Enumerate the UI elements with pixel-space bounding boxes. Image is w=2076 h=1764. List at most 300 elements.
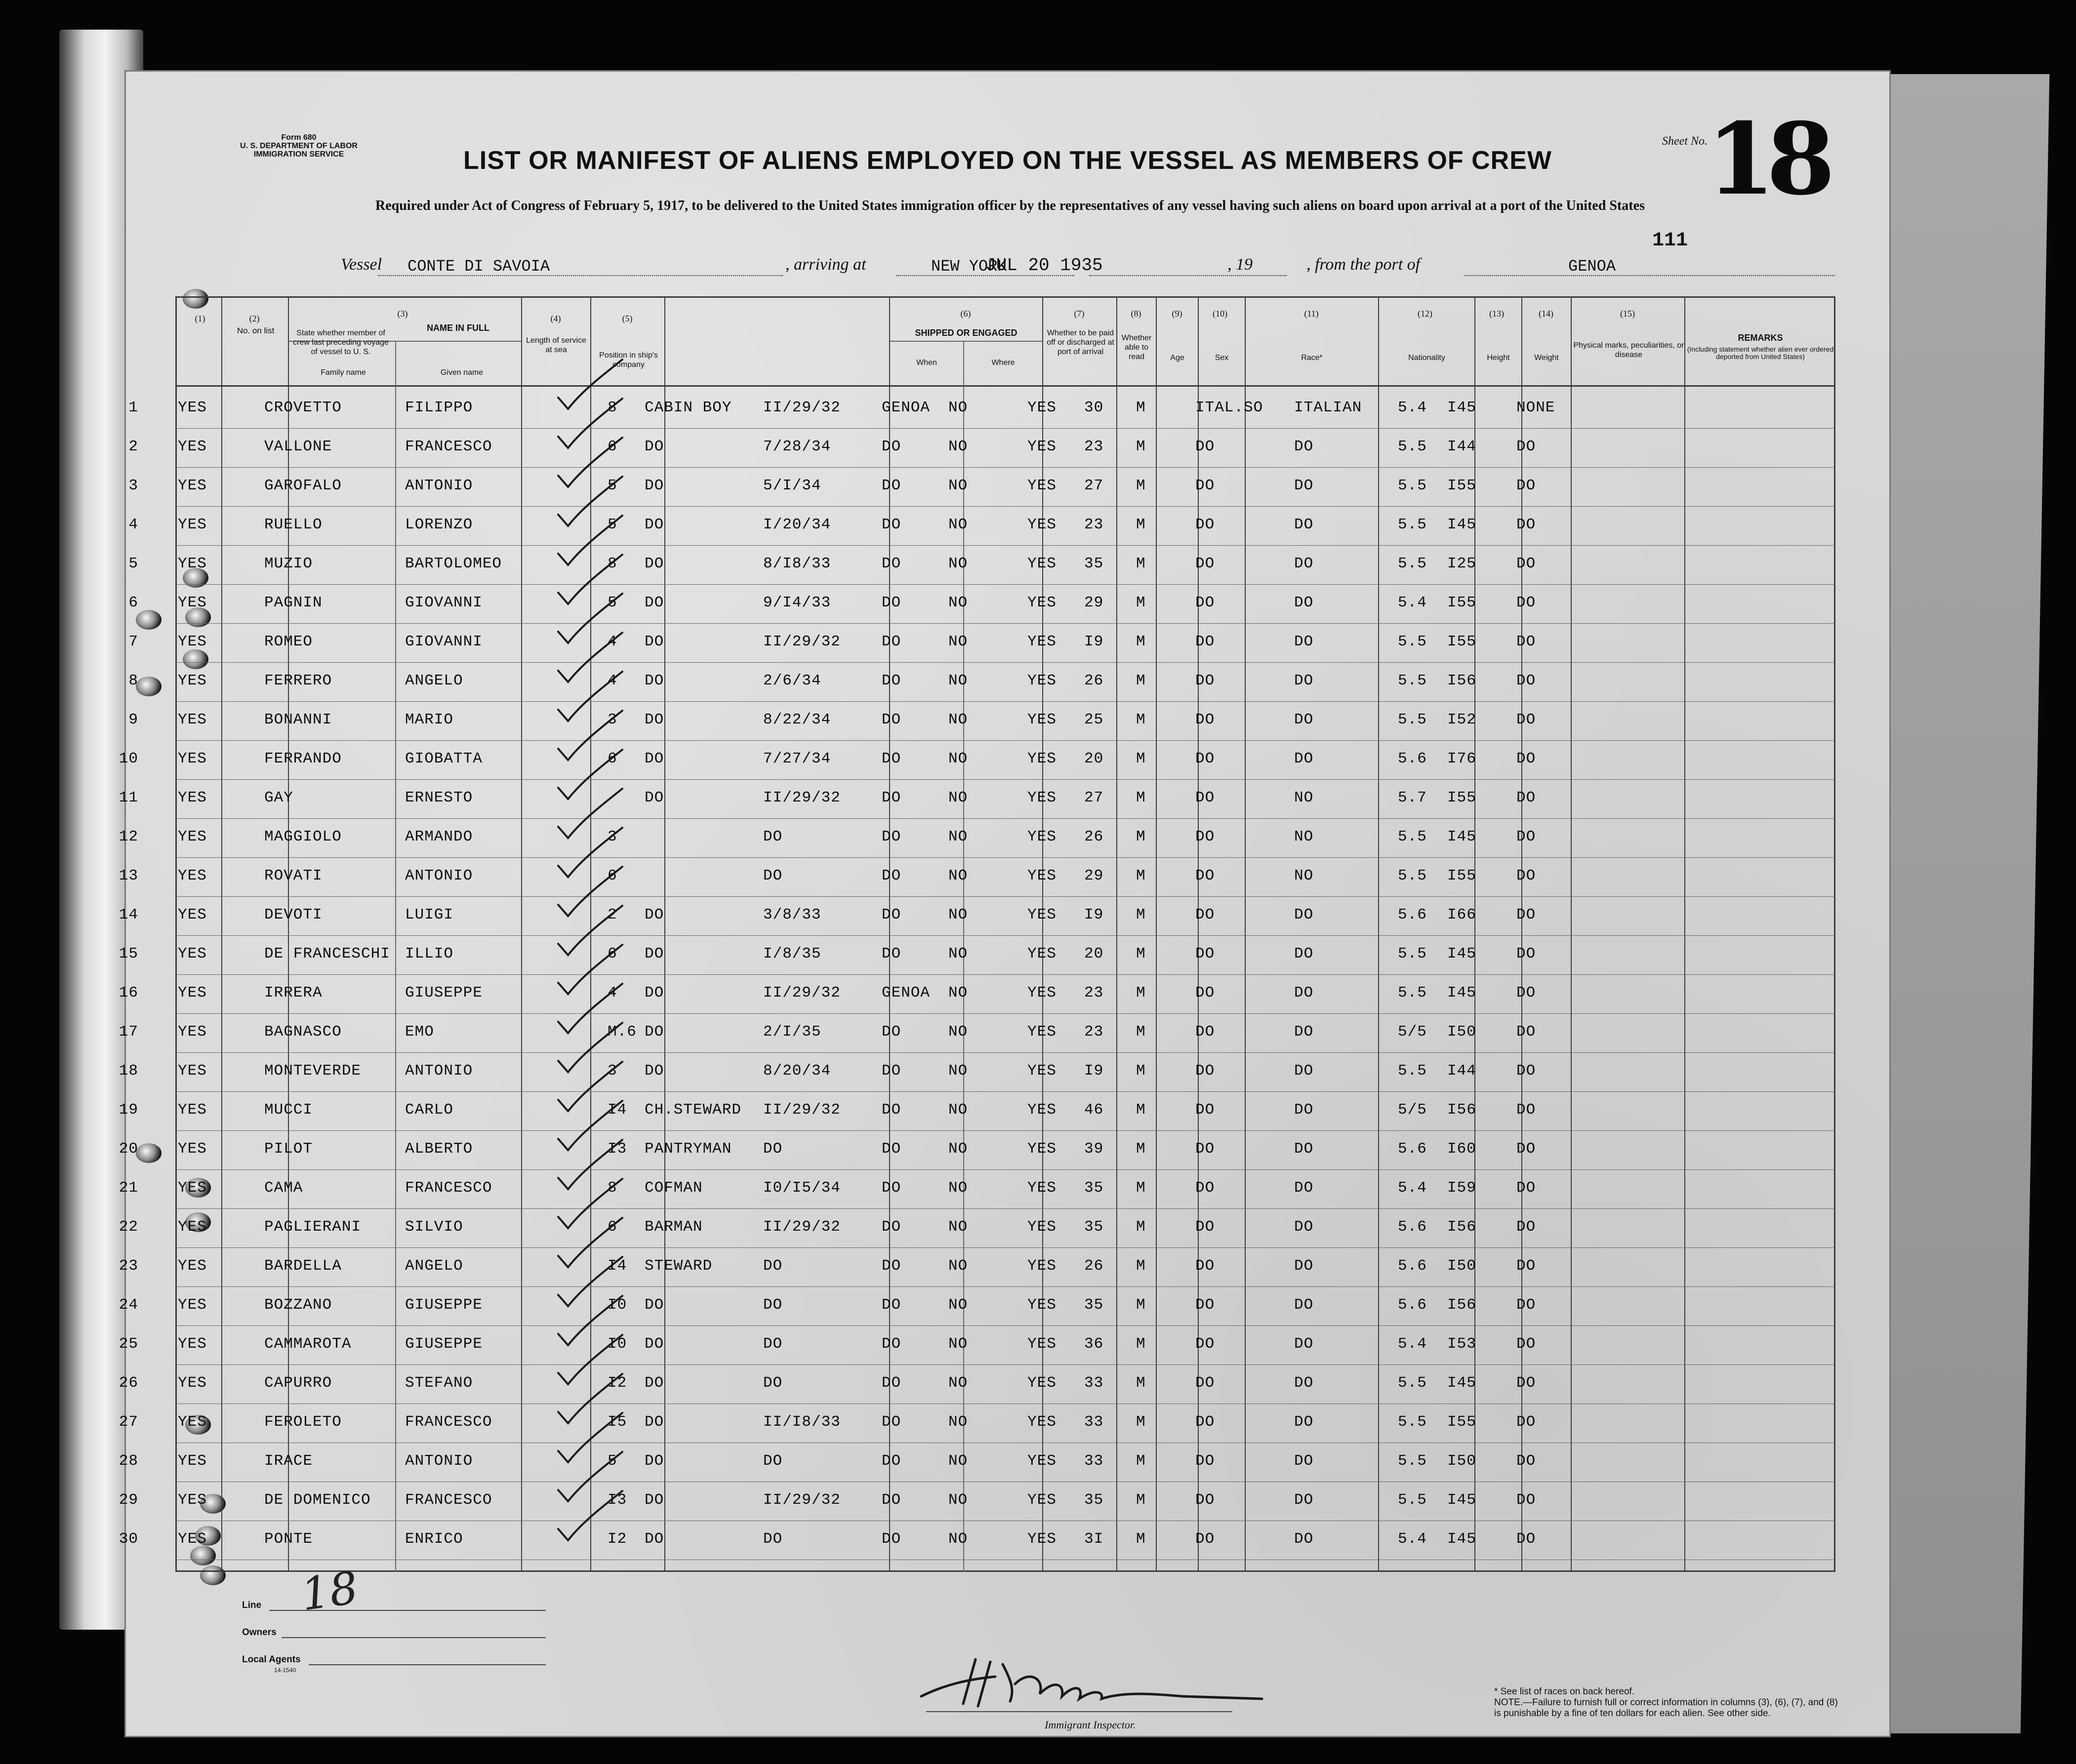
given-name-cell: STEFANO (405, 1374, 473, 1392)
race-cell: DO (1195, 945, 1215, 962)
position-cell: DO (645, 516, 664, 533)
height-cell: 5.4 (1398, 1179, 1427, 1197)
sex-cell: M (1136, 1491, 1146, 1509)
department: U. S. DEPARTMENT OF LABOR (240, 142, 358, 150)
table-bottom-line (175, 1570, 1835, 1572)
nationality-cell: ITALIAN (1294, 399, 1362, 416)
sex-cell: M (1136, 1335, 1146, 1353)
nationality-cell: NO (1294, 828, 1314, 845)
header-nationality: Nationality (1408, 354, 1445, 362)
row-number-cell: 7 (128, 633, 138, 650)
prior-voyage-cell: YES (178, 633, 207, 650)
row-line (175, 1247, 1835, 1248)
row-number-cell: 24 (119, 1296, 138, 1314)
prior-voyage-cell: YES (178, 1491, 207, 1509)
table-row (119, 1248, 1889, 1285)
physical-marks-cell: DO (1516, 984, 1536, 1002)
row-number-cell: 21 (119, 1179, 138, 1197)
header-where: Where (991, 359, 1015, 367)
prior-voyage-cell: YES (178, 789, 207, 806)
height-cell: 5.5 (1398, 516, 1427, 533)
age-cell: I9 (1084, 633, 1104, 650)
arriving-label: , arriving at (785, 255, 866, 274)
age-cell: 35 (1084, 1296, 1104, 1314)
length-of-service-cell: 8 (608, 399, 617, 416)
row-number-cell: 8 (128, 672, 138, 689)
able-to-read-cell: YES (1027, 1452, 1057, 1470)
col-num: (8) (1131, 309, 1141, 319)
height-cell: 5.5 (1398, 828, 1427, 845)
prior-voyage-cell: YES (178, 438, 207, 455)
position-cell: BARMAN (645, 1218, 703, 1236)
length-of-service-cell: 5 (608, 516, 617, 533)
weight-cell: I55 (1447, 867, 1476, 884)
paid-off-cell: NO (948, 789, 968, 806)
paid-off-cell: NO (948, 594, 968, 611)
sex-cell: M (1136, 828, 1146, 845)
vessel-label: Vessel (341, 255, 382, 274)
given-name-cell: FRANCESCO (405, 1413, 492, 1431)
row-number-cell: 5 (128, 555, 138, 572)
prior-voyage-cell: YES (178, 1140, 207, 1158)
height-cell: 5.5 (1398, 477, 1427, 494)
height-cell: 5.5 (1398, 867, 1427, 884)
age-cell: 39 (1084, 1140, 1104, 1158)
inspector-field (926, 1711, 1232, 1712)
age-cell: 25 (1084, 711, 1104, 728)
age-cell: 29 (1084, 867, 1104, 884)
family-name-cell: ROMEO (264, 633, 313, 650)
sex-cell: M (1136, 1101, 1146, 1119)
able-to-read-cell: YES (1027, 1296, 1057, 1314)
length-of-service-cell: 3 (608, 828, 617, 845)
nationality-cell: NO (1294, 789, 1314, 806)
row-line (175, 1208, 1835, 1209)
height-cell: 5.7 (1398, 789, 1427, 806)
header-race: Race* (1301, 354, 1323, 362)
physical-marks-cell: DO (1516, 867, 1536, 884)
table-row (126, 702, 1889, 739)
age-cell: 26 (1084, 1257, 1104, 1275)
physical-marks-cell: DO (1516, 1257, 1536, 1275)
height-cell: 5.6 (1398, 1140, 1427, 1158)
position-cell: CH.STEWARD (645, 1101, 742, 1119)
length-of-service-cell: I2 (608, 1374, 627, 1392)
header-height: Height (1487, 354, 1510, 362)
height-cell: 5.4 (1398, 399, 1427, 416)
height-cell: 5.5 (1398, 633, 1427, 650)
prior-voyage-cell: YES (178, 984, 207, 1002)
position-cell: DO (645, 1452, 664, 1470)
row-line (175, 1013, 1835, 1014)
family-name-cell: DE FRANCESCHI (264, 945, 390, 962)
table-row (119, 1443, 1889, 1480)
shipped-when-cell: II/29/32 (763, 633, 841, 650)
sex-cell: M (1136, 1530, 1146, 1548)
row-number-cell: 19 (119, 1101, 138, 1119)
table-row (119, 819, 1889, 856)
family-name-cell: MUZIO (264, 555, 313, 572)
shipped-where-cell: DO (882, 1374, 901, 1392)
given-name-cell: ERNESTO (405, 789, 473, 806)
shipped-where-cell: DO (882, 906, 901, 923)
header-no-on-list: No. on list (237, 326, 275, 335)
shipped-where-cell: DO (882, 1179, 901, 1197)
row-line (175, 1325, 1835, 1326)
able-to-read-cell: YES (1027, 984, 1057, 1002)
table-row (119, 1326, 1889, 1363)
position-cell: DO (645, 477, 664, 494)
prior-voyage-cell: YES (178, 672, 207, 689)
paid-off-cell: NO (948, 945, 968, 962)
nationality-cell: DO (1294, 1491, 1314, 1509)
nationality-cell: DO (1294, 1023, 1314, 1041)
row-number-cell: 27 (119, 1413, 138, 1431)
given-name-cell: ILLIO (405, 945, 454, 962)
position-cell: CABIN BOY (645, 399, 732, 416)
position-cell: DO (645, 1062, 664, 1080)
able-to-read-cell: YES (1027, 1374, 1057, 1392)
length-of-service-cell: 4 (608, 672, 617, 689)
prior-voyage-cell: YES (178, 594, 207, 611)
origin-port: GENOA (1568, 257, 1616, 276)
weight-cell: I53 (1447, 1335, 1476, 1353)
paid-off-cell: NO (948, 1374, 968, 1392)
shipped-where-cell: DO (882, 1452, 901, 1470)
check-mark-icon (548, 1487, 627, 1546)
table-row (119, 741, 1889, 778)
able-to-read-cell: YES (1027, 477, 1057, 494)
table-row (119, 1522, 1889, 1558)
paid-off-cell: NO (948, 1491, 968, 1509)
table-row (119, 780, 1889, 817)
able-to-read-cell: YES (1027, 1491, 1057, 1509)
race-cell: DO (1195, 1023, 1215, 1041)
race-cell: DO (1195, 750, 1215, 767)
year-label: , 19 (1227, 255, 1253, 274)
able-to-read-cell: YES (1027, 594, 1057, 611)
table-row (126, 546, 1889, 583)
family-name-cell: GAROFALO (264, 477, 342, 494)
race-cell: DO (1195, 1296, 1215, 1314)
header-given-name: Given name (440, 368, 484, 377)
col-num: (11) (1304, 309, 1319, 319)
family-name-cell: BARDELLA (264, 1257, 342, 1275)
race-cell: DO (1195, 1062, 1215, 1080)
able-to-read-cell: YES (1027, 906, 1057, 923)
age-cell: 46 (1084, 1101, 1104, 1119)
paid-off-cell: NO (948, 984, 968, 1002)
prior-voyage-cell: YES (178, 1101, 207, 1119)
shipped-when-cell: 5/I/34 (763, 477, 821, 494)
position-cell: DO (645, 1023, 664, 1041)
given-name-cell: GIUSEPPE (405, 984, 483, 1002)
paid-off-cell: NO (948, 1062, 968, 1080)
row-number-cell: 2 (128, 438, 138, 455)
col-num: (14) (1539, 309, 1553, 319)
family-name-cell: ROVATI (264, 867, 323, 884)
paid-off-cell: NO (948, 438, 968, 455)
shipped-when-cell: II/29/32 (763, 1101, 841, 1119)
position-cell: DO (645, 1296, 664, 1314)
shipped-when-cell: II/29/32 (763, 1218, 841, 1236)
shipped-where-cell: DO (882, 555, 901, 572)
paid-off-cell: NO (948, 477, 968, 494)
shipped-when-cell: DO (763, 828, 783, 845)
physical-marks-cell: DO (1516, 1530, 1536, 1548)
height-cell: 5.5 (1398, 945, 1427, 962)
able-to-read-cell: YES (1027, 1218, 1057, 1236)
header-physical: Physical marks, peculiarities, or disease (1573, 341, 1684, 359)
row-line (175, 935, 1835, 936)
height-cell: 5.5 (1398, 1413, 1427, 1431)
shipped-when-cell: II/29/32 (763, 984, 841, 1002)
height-cell: 5.6 (1398, 750, 1427, 767)
row-line (175, 1091, 1835, 1092)
length-of-service-cell: 3 (608, 1062, 617, 1080)
age-cell: 27 (1084, 477, 1104, 494)
sex-cell: M (1136, 1296, 1146, 1314)
row-line (175, 1130, 1835, 1131)
race-cell: DO (1195, 1491, 1215, 1509)
col-num: (5) (622, 314, 633, 323)
shipped-when-cell: 7/27/34 (763, 750, 831, 767)
able-to-read-cell: YES (1027, 945, 1057, 962)
family-name-cell: GAY (264, 789, 293, 806)
family-name-cell: FERRERO (264, 672, 332, 689)
nationality-cell: DO (1294, 1062, 1314, 1080)
nationality-cell: DO (1294, 594, 1314, 611)
able-to-read-cell: YES (1027, 555, 1057, 572)
race-cell: DO (1195, 1179, 1215, 1197)
age-cell: 36 (1084, 1335, 1104, 1353)
able-to-read-cell: YES (1027, 789, 1057, 806)
col-num: (1) (195, 314, 205, 323)
nationality-cell: DO (1294, 1218, 1314, 1236)
height-cell: 5.5 (1398, 984, 1427, 1002)
table-row (119, 1053, 1889, 1090)
weight-cell: I45 (1447, 516, 1476, 533)
service: IMMIGRATION SERVICE (253, 150, 344, 159)
age-cell: 20 (1084, 945, 1104, 962)
given-name-cell: GIUSEPPE (405, 1335, 483, 1353)
family-name-cell: MAGGIOLO (264, 828, 342, 845)
shipped-when-cell: DO (763, 1140, 783, 1158)
paid-off-cell: NO (948, 1140, 968, 1158)
race-cell: DO (1195, 1413, 1215, 1431)
length-of-service-cell: 8 (608, 555, 617, 572)
age-cell: 26 (1084, 672, 1104, 689)
length-of-service-cell: 5 (608, 1452, 617, 1470)
race-cell: DO (1195, 1218, 1215, 1236)
race-cell: DO (1195, 516, 1215, 533)
paid-off-cell: NO (948, 672, 968, 689)
row-number-cell: 18 (119, 1062, 138, 1080)
sheet-label: Sheet No. (1662, 135, 1708, 148)
line-value: 18 (298, 1562, 362, 1621)
prior-voyage-cell: YES (178, 1218, 207, 1236)
paid-off-cell: NO (948, 1257, 968, 1275)
family-name-cell: MUCCI (264, 1101, 313, 1119)
shipped-where-cell: DO (882, 1101, 901, 1119)
weight-cell: I50 (1447, 1452, 1476, 1470)
height-cell: 5/5 (1398, 1101, 1427, 1119)
age-cell: 29 (1084, 594, 1104, 611)
table-row (119, 1170, 1889, 1207)
row-number-cell: 12 (119, 828, 138, 845)
row-line (175, 1052, 1835, 1053)
sex-cell: M (1136, 1413, 1146, 1431)
shipped-when-cell: DO (763, 1530, 783, 1548)
paid-off-cell: NO (948, 1023, 968, 1041)
table-row (126, 468, 1889, 505)
table-row (126, 507, 1889, 544)
given-name-cell: LORENZO (405, 516, 473, 533)
prior-voyage-cell: YES (178, 516, 207, 533)
length-of-service-cell: 8 (608, 1179, 617, 1197)
age-cell: 23 (1084, 1023, 1104, 1041)
line-label: Line (242, 1600, 262, 1610)
physical-marks-cell: DO (1516, 828, 1536, 845)
shipped-when-cell: DO (763, 867, 783, 884)
age-cell: 35 (1084, 555, 1104, 572)
inspector-signature (916, 1649, 1272, 1714)
agents-field (309, 1664, 546, 1665)
length-of-service-cell: I3 (608, 1491, 627, 1509)
shipped-when-cell: DO (763, 1374, 783, 1392)
sex-cell: M (1136, 1374, 1146, 1392)
family-name-cell: FEROLETO (264, 1413, 342, 1431)
family-name-cell: FERRANDO (264, 750, 342, 767)
shipped-where-cell: DO (882, 828, 901, 845)
table-row (126, 663, 1889, 700)
nationality-cell: DO (1294, 711, 1314, 728)
sex-cell: M (1136, 399, 1146, 416)
sex-cell: M (1136, 1023, 1146, 1041)
sex-cell: M (1136, 867, 1146, 884)
shipped-where-cell: DO (882, 477, 901, 494)
table-row (119, 1092, 1889, 1129)
given-name-cell: FRANCESCO (405, 1179, 492, 1197)
paid-off-cell: NO (948, 633, 968, 650)
shipped-where-cell: GENOA (882, 984, 931, 1002)
physical-marks-cell: DO (1516, 750, 1536, 767)
able-to-read-cell: YES (1027, 438, 1057, 455)
nationality-cell: DO (1294, 984, 1314, 1002)
header-name-in-full: NAME IN FULL (427, 323, 489, 333)
family-name-cell: PAGLIERANI (264, 1218, 362, 1236)
able-to-read-cell: YES (1027, 1140, 1057, 1158)
physical-marks-cell: DO (1516, 1140, 1536, 1158)
prior-voyage-cell: YES (178, 828, 207, 845)
family-name-cell: CROVETTO (264, 399, 342, 416)
header-family-name: Family name (321, 368, 366, 377)
header-length-service: Length of service at sea (526, 336, 586, 354)
given-name-cell: FRANCESCO (405, 438, 492, 455)
row-line (175, 506, 1835, 507)
given-name-cell: ANGELO (405, 1257, 463, 1275)
length-of-service-cell: 5 (608, 477, 617, 494)
family-name-cell: MONTEVERDE (264, 1062, 362, 1080)
position-cell: DO (645, 1413, 664, 1431)
row-line (175, 779, 1835, 780)
given-name-cell: BARTOLOMEO (405, 555, 502, 572)
position-cell: DO (645, 672, 664, 689)
sex-cell: M (1136, 1179, 1146, 1197)
physical-marks-cell: DO (1516, 1452, 1536, 1470)
row-line (175, 662, 1835, 663)
position-cell: DO (645, 711, 664, 728)
col-num: (10) (1213, 309, 1227, 319)
race-cell: DO (1195, 633, 1215, 650)
prior-voyage-cell: YES (178, 1335, 207, 1353)
arrival-port: NEW YORK (931, 257, 1007, 276)
weight-cell: I59 (1447, 1179, 1476, 1197)
table-row (119, 1014, 1889, 1051)
able-to-read-cell: YES (1027, 1062, 1057, 1080)
col-num: (7) (1074, 309, 1085, 319)
prior-voyage-cell: YES (178, 750, 207, 767)
shipped-when-cell: II/29/32 (763, 1491, 841, 1509)
position-cell: DO (645, 1530, 664, 1548)
weight-cell: I44 (1447, 438, 1476, 455)
given-name-cell: SILVIO (405, 1218, 463, 1236)
header-shipped: SHIPPED OR ENGAGED (915, 328, 1018, 338)
race-cell: ITAL.SO (1195, 399, 1263, 416)
race-cell: DO (1195, 594, 1215, 611)
height-cell: 5.5 (1398, 672, 1427, 689)
physical-marks-cell: DO (1516, 1101, 1536, 1119)
table-row (119, 1287, 1889, 1324)
header-state-whether: State whether member of crew last preceding voyage of vessel to U. S. (293, 329, 389, 356)
length-of-service-cell: 4 (608, 984, 617, 1002)
family-name-cell: BONANNI (264, 711, 332, 728)
col-num: (6) (960, 309, 971, 319)
shipped-where-cell: DO (882, 1218, 901, 1236)
shipped-when-cell: 8/22/34 (763, 711, 831, 728)
weight-cell: I56 (1447, 1296, 1476, 1314)
nationality-cell: DO (1294, 516, 1314, 533)
shipped-when-cell: II/I8/33 (763, 1413, 841, 1431)
row-line (175, 1286, 1835, 1287)
owners-field (282, 1637, 546, 1638)
nationality-cell: DO (1294, 1374, 1314, 1392)
paid-off-cell: NO (948, 516, 968, 533)
physical-marks-cell: DO (1516, 1023, 1536, 1041)
table-row (119, 897, 1889, 934)
table-row (119, 1365, 1889, 1402)
weight-cell: I45 (1447, 984, 1476, 1002)
prior-voyage-cell: YES (178, 1023, 207, 1041)
age-cell: 33 (1084, 1452, 1104, 1470)
able-to-read-cell: YES (1027, 867, 1057, 884)
prior-voyage-cell: YES (178, 945, 207, 962)
shipped-when-cell: 8/I8/33 (763, 555, 831, 572)
owners-label: Owners (242, 1627, 277, 1638)
table-row (119, 858, 1889, 895)
shipped-subheader-line (889, 341, 1042, 342)
nationality-cell: DO (1294, 633, 1314, 650)
shipped-where-cell: DO (882, 1491, 901, 1509)
height-cell: 5.6 (1398, 906, 1427, 923)
physical-marks-cell: DO (1516, 594, 1536, 611)
header-position: Position in ship's company (599, 351, 658, 369)
age-cell: 33 (1084, 1374, 1104, 1392)
nationality-cell: DO (1294, 1413, 1314, 1431)
from-port-label: , from the port of (1306, 255, 1421, 274)
prior-voyage-cell: YES (178, 1257, 207, 1275)
age-cell: 26 (1084, 828, 1104, 845)
